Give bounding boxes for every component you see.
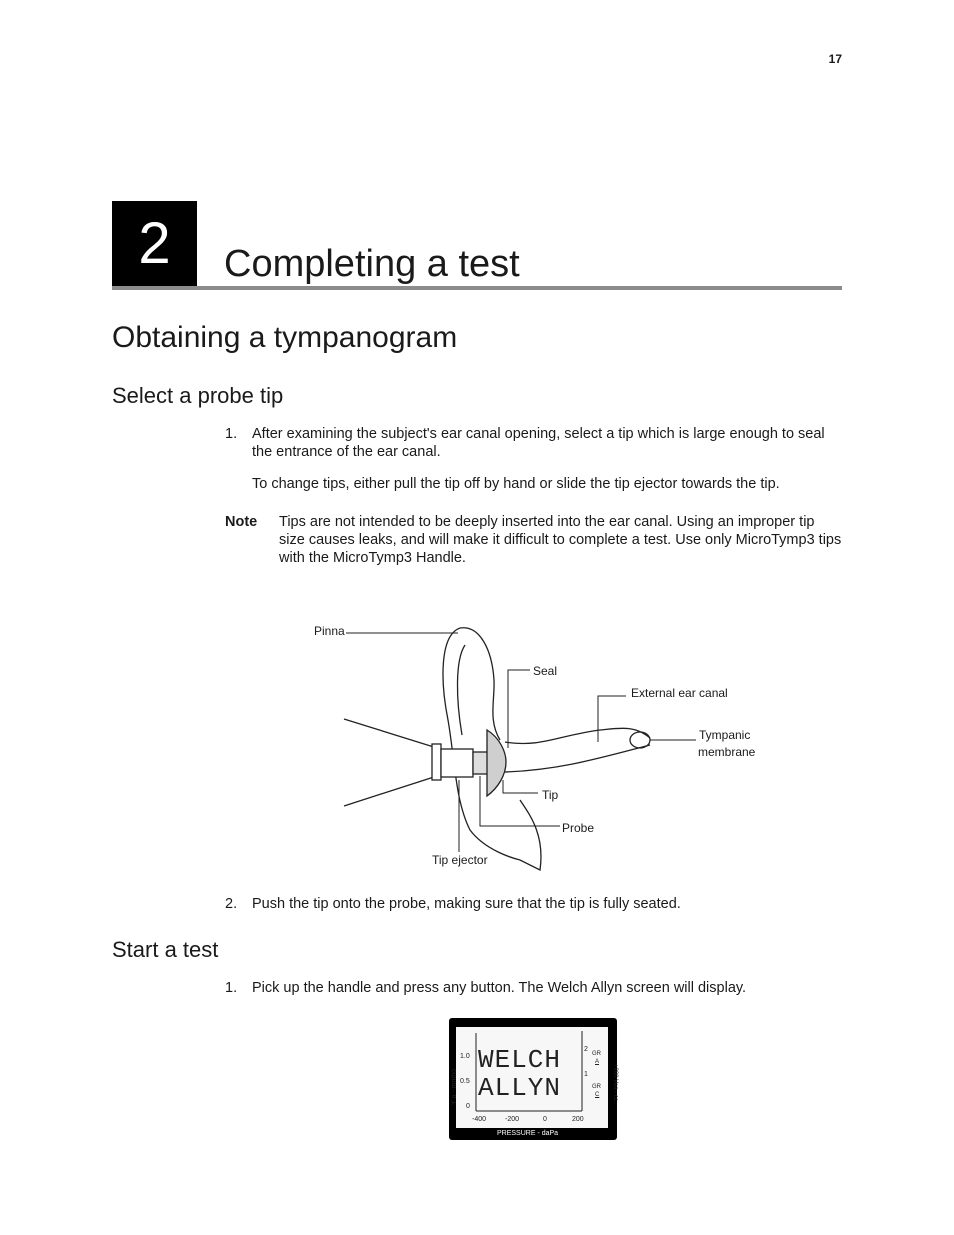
chapter-number-box: 2 <box>112 201 197 287</box>
note-label: Note <box>225 514 258 530</box>
subsection-title-probe-tip: Select a probe tip <box>112 383 284 408</box>
lcd-allyn-text-dots: ALLYN <box>478 1073 562 1103</box>
leader-seal <box>508 670 530 748</box>
lcd-gr-a-label: GR <box>592 1051 601 1057</box>
lcd-y-tick: 0.5 <box>460 1078 470 1085</box>
label-tympanic: Tympanic <box>699 728 751 742</box>
step-followup-text: To change tips, either pull the tip off by hand or slide the tip ejector towards the tip. <box>252 476 780 492</box>
lcd-x-tick: -200 <box>505 1116 520 1123</box>
chapter-title: Completing a test <box>224 243 520 285</box>
ear-canal-lower <box>505 745 650 772</box>
step-text: Pick up the handle and press any button. The Welch Allyn screen will display. <box>252 980 747 996</box>
note-text: Tips are not intended to be deeply inserted into the ear canal. Using an improper tip size causes leaks, and will make it difficult to complete a test. Use only MicroTymp3 tips with the MicroTymp3 Handle. <box>279 514 842 566</box>
pinna-inner-fold <box>457 645 465 735</box>
step-number: 1. <box>225 426 238 442</box>
lcd-y-tick: 1.0 <box>460 1053 470 1060</box>
lcd-right-tick: 1 <box>584 1071 588 1078</box>
lcd-gr-a-sub: A <box>595 1059 600 1065</box>
tip-ejector-ring <box>432 744 441 780</box>
lcd-welch-allyn-dots <box>480 1031 580 1034</box>
label-seal: Seal <box>533 664 558 678</box>
lcd-y-axis-label: Y a - mmho <box>451 1068 458 1106</box>
page-number: 17 <box>828 52 842 66</box>
leader-tip <box>503 780 538 793</box>
label-probe: Probe <box>562 821 595 835</box>
label-tip-ejector: Tip ejector <box>432 853 488 867</box>
probe-body <box>441 749 473 777</box>
lcd-welch-text-dots: WELCH <box>478 1045 562 1075</box>
step-number: 1. <box>225 980 238 996</box>
step-number: 2. <box>225 896 238 912</box>
step-text: Push the tip onto the probe, making sure that the tip is fully seated. <box>252 896 681 912</box>
probe-handle-lower <box>344 776 437 806</box>
subsection-title-start-test: Start a test <box>112 937 219 962</box>
lcd-x-tick: -400 <box>472 1116 487 1123</box>
section-title: Obtaining a tympanogram <box>112 321 458 354</box>
pinna-ridge <box>460 628 500 740</box>
lcd-right-tick: 2 <box>584 1046 588 1053</box>
label-pinna: Pinna <box>314 624 345 638</box>
label-external-ear-canal: External ear canal <box>631 686 728 700</box>
label-membrane: membrane <box>698 745 756 759</box>
lcd-gr-c-sub: C <box>595 1092 600 1098</box>
lcd-x-tick: 0 <box>543 1116 547 1123</box>
lcd-x-tick: 200 <box>572 1116 584 1123</box>
probe-handle-upper <box>344 719 437 748</box>
step-text: After examining the subject's ear canal opening, select a tip which is large enough to seal the entrance of the ear canal. <box>252 426 825 460</box>
lcd-y-tick: 0 <box>466 1103 470 1110</box>
lcd-right-axis-label: +200 Vea - cc <box>612 1064 618 1101</box>
label-tip: Tip <box>542 788 559 802</box>
leader-external-ear-canal <box>598 696 626 742</box>
lcd-x-axis-label: PRESSURE - daPa <box>497 1130 559 1137</box>
ear-canal-upper <box>505 728 650 743</box>
tympanic-membrane <box>630 732 650 748</box>
lcd-gr-c-label: GR <box>592 1084 601 1090</box>
